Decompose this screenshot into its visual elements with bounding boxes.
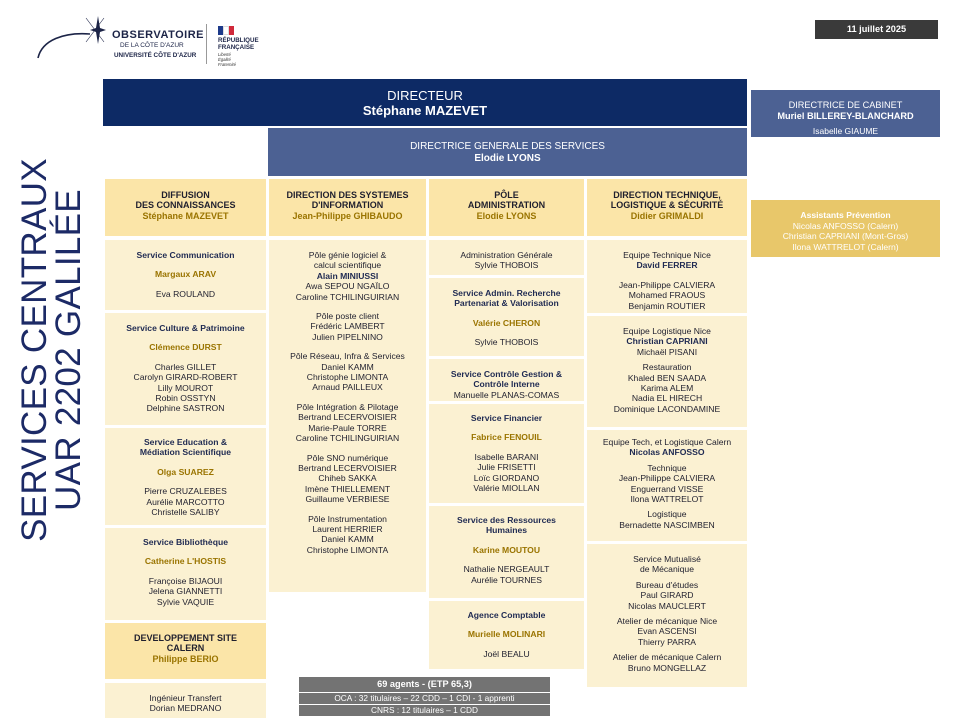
member: Karima ALEM (640, 383, 694, 394)
vertical-title (15, 140, 88, 560)
service-title-2: Humaines (485, 525, 528, 536)
dtls-head: Didier GRIMALDI (630, 210, 704, 221)
service-title: Service Mutualisé (633, 554, 701, 564)
member: Sylvie THOBOIS (474, 337, 539, 348)
service-head: Murielle MOLINARI (467, 629, 546, 640)
service-title: Administration Générale (460, 250, 553, 260)
member: Carolyn GIRARD-ROBERT (133, 372, 238, 383)
member: Sylvie VAQUIE (156, 596, 215, 607)
member: Christophe LIMONTA (306, 372, 389, 383)
calern-dev-title-1: DEVELOPPEMENT SITE (133, 633, 238, 643)
member: Eva ROULAND (155, 288, 216, 299)
directeur-name: Stéphane MAZEVET (362, 103, 488, 118)
member: Julie FRISETTI (477, 462, 536, 473)
pole-title: Pôle Réseau, Infra & Services (290, 351, 405, 362)
member: Aurélie MARCOTTO (146, 496, 225, 507)
diffusion-head: Stéphane MAZEVET (142, 210, 229, 221)
service-title: Agence Comptable (467, 610, 546, 620)
service-culture (105, 313, 266, 425)
member: Nicolas MAUCLERT (628, 600, 706, 611)
cabinet-box (751, 90, 940, 137)
pole-title: Pôle Intégration & Pilotage (296, 401, 399, 412)
member: Christelle SALIBY (151, 507, 220, 518)
prevention-box (751, 200, 940, 257)
equipe-technique-nice (587, 240, 747, 313)
member: Marie-Paule TORRE (308, 422, 387, 433)
cabinet-role: DIRECTRICE DE CABINET (788, 100, 903, 110)
service-title: Service Admin. Recherche (452, 288, 561, 298)
cabinet-name: Muriel BILLEREY-BLANCHARD (777, 110, 914, 121)
marianne-flag-icon (218, 26, 234, 35)
service-head: Olga SUAREZ (157, 466, 214, 477)
member: Michaël PISANI (636, 346, 698, 357)
technique-title: Technique (647, 462, 687, 473)
member: Paul GIRARD (640, 590, 694, 601)
dgs-role: DIRECTRICE GENERALE DES SERVICES (410, 141, 605, 152)
service-rh (429, 506, 584, 598)
service-title: Service Education & (143, 437, 228, 447)
agence-comptable (429, 601, 584, 669)
member: Guillaume VERBIESE (305, 494, 390, 505)
member: Delphine SASTRON (146, 403, 225, 414)
prevention-member: Christian CAPRIANI (Mont-Gros) (782, 231, 909, 242)
republique-line1: RÉPUBLIQUE (218, 37, 259, 44)
service-title: Equipe Logistique Nice (623, 326, 711, 336)
service-head: Catherine L'HOSTIS (144, 556, 227, 567)
star-arc-icon (34, 14, 106, 62)
service-head: David FERRER (636, 260, 698, 271)
equipe-calern (587, 430, 747, 541)
member: Pierre CRUZALEBES (144, 486, 227, 497)
member: Benjamin ROUTIER (628, 300, 706, 311)
org-name: OBSERVATOIRE (112, 29, 204, 41)
member: Sylvie THOBOIS (474, 260, 539, 271)
service-head: Margaux ARAV (154, 269, 217, 280)
ingenieur-transfert (105, 683, 266, 718)
member: Evan ASCENSI (637, 626, 697, 637)
dtls-title-1: DIRECTION TECHNIQUE, (613, 190, 721, 200)
dgs-name: Elodie LYONS (474, 152, 541, 164)
member: Aurélie TOURNES (471, 574, 542, 585)
member: Charles GILLET (154, 361, 217, 372)
motto-3: Fraternité (218, 62, 236, 67)
divider (206, 24, 207, 64)
member: Caroline TCHILINGUIRIAN (295, 433, 400, 444)
service-title-2: de Mécanique (640, 564, 694, 575)
cabinet-assistant: Isabelle GIAUME (812, 126, 879, 136)
member: Nathalie NERGEAULT (463, 564, 550, 575)
service-recherche (429, 278, 584, 356)
dsi-head: Jean-Philippe GHIBAUDO (292, 210, 403, 221)
cnrs-stats: CNRS : 12 titulaires – 1 CDD (299, 705, 550, 716)
member: Joël BEALU (483, 648, 530, 659)
vertical-title-line1: SERVICES CENTRAUX (15, 158, 54, 542)
bureau-title: Bureau d'études (635, 579, 699, 590)
member: Frédéric LAMBERT (310, 321, 385, 332)
member: Françoise BIJAOUI (148, 575, 223, 586)
service-controle (429, 359, 584, 401)
pole-title: Pôle poste client (315, 311, 380, 322)
republique-logo (218, 26, 278, 66)
member: Jean-Philippe CALVIERA (618, 473, 716, 484)
service-title: Service Contrôle Gestion & (450, 369, 563, 379)
dsi-header (269, 179, 426, 236)
logistique-title: Logistique (647, 509, 687, 520)
motto-1: Liberté (218, 52, 231, 57)
member: Julien PIPELNINO (312, 331, 383, 342)
service-title-2: Médiation Scientifique (139, 447, 232, 458)
prevention-member: Ilona WATTRELOT (Calern) (792, 241, 899, 252)
service-title: Service Financier (470, 413, 543, 423)
member: Loïc GIORDANO (473, 472, 540, 483)
pole-title: Pôle Instrumentation (308, 513, 387, 524)
member: Bertrand LECERVOISIER (298, 462, 397, 473)
member: Enguerrand VISSE (630, 483, 704, 494)
member: Jean-Philippe CALVIERA (618, 279, 716, 290)
admin-header (429, 179, 584, 236)
member: Ilona WATTRELOT (630, 494, 704, 505)
member: Dominique LACONDAMINE (613, 403, 721, 414)
member: Jelena GIANNETTI (148, 586, 223, 597)
service-financier (429, 404, 584, 503)
admin-title-1: PÔLE (494, 190, 519, 200)
restauration-title: Restauration (642, 362, 692, 373)
service-title: Service des Ressources (457, 515, 556, 525)
member: Caroline TCHILINGUIRIAN (295, 291, 400, 302)
member: Laurent HERRIER (312, 523, 383, 534)
date-badge: 11 juillet 2025 (815, 20, 938, 39)
member: Thierry PARRA (637, 636, 697, 647)
service-title: Service Bibliothèque (142, 537, 228, 547)
service-mutualise-mecanique (587, 544, 747, 687)
vertical-title-line2: UAR 2202 GALILÉE (49, 189, 88, 511)
dsi-poles (269, 240, 426, 592)
service-title-2: Partenariat & Valorisation (454, 298, 559, 309)
republique-line2: FRANÇAISE (218, 44, 255, 51)
dsi-title-1: DIRECTION DES SYSTEMES (286, 190, 409, 200)
member: Arnaud PAILLEUX (312, 382, 383, 393)
service-head: Fabrice FENOUIL (471, 432, 542, 443)
pole-head: Alain MINIUSSI (316, 270, 379, 281)
atelier-calern-title: Atelier de mécanique Calern (612, 652, 722, 663)
service-title: Equipe Tech, et Logistique Calern (602, 437, 732, 447)
calern-dev-head: Philippe BERIO (152, 653, 219, 664)
member: Imène THIELLEMENT (304, 483, 391, 494)
calern-dev-box (105, 623, 266, 679)
admin-title-2: ADMINISTRATION (467, 200, 546, 211)
member: Isabelle BARANI (474, 451, 539, 462)
org-subtitle: DE LA CÔTE D'AZUR (120, 42, 184, 49)
member: Valérie MIOLLAN (473, 483, 540, 494)
service-title: Ingénieur Transfert (149, 693, 222, 703)
pole-title-2: calcul scientifique (313, 260, 382, 271)
service-head: Clémence DURST (149, 342, 222, 353)
diffusion-header (105, 179, 266, 236)
oca-logo (34, 14, 204, 64)
diffusion-title-1: DIFFUSION (161, 190, 210, 200)
oca-stats: OCA : 32 titulaires – 22 CDD – 1 CDI - 1 apprenti (299, 693, 550, 704)
member: Awa SEPOU NGAÏLO (305, 281, 390, 292)
dtls-title-2: LOGISTIQUE & SÉCURITÉ (610, 200, 724, 211)
service-title: Service Culture & Patrimoine (126, 323, 245, 333)
agents-count: 69 agents - (ETP 65,3) (299, 677, 550, 692)
member: Dorian MEDRANO (149, 703, 222, 714)
service-title: Equipe Technique Nice (623, 250, 711, 260)
member: Mohamed FRAOUS (628, 290, 706, 301)
dgs-box (268, 128, 747, 176)
dtls-header (587, 179, 747, 236)
admin-generale (429, 240, 584, 275)
service-head: Christian CAPRIANI (626, 336, 708, 347)
service-title-2: Contrôle Interne (473, 379, 540, 390)
member: Nadia EL HIRECH (631, 393, 703, 404)
equipe-logistique-nice (587, 316, 747, 427)
member: Christophe LIMONTA (306, 544, 389, 555)
atelier-nice-title: Atelier de mécanique Nice (616, 616, 718, 627)
service-head: Karine MOUTOU (472, 544, 541, 555)
service-head: Valérie CHERON (472, 317, 541, 328)
service-head: Nicolas ANFOSSO (629, 447, 705, 458)
admin-head: Elodie LYONS (476, 210, 537, 221)
calern-dev-title-2: CALERN (166, 643, 205, 654)
diffusion-title-2: DES CONNAISSANCES (135, 200, 236, 211)
prevention-member: Nicolas ANFOSSO (Calern) (792, 220, 899, 231)
motto-2: Égalité (218, 57, 231, 62)
member: Lilly MOUROT (157, 382, 214, 393)
service-bibliotheque (105, 528, 266, 620)
pole-title: Pôle SNO numérique (306, 452, 389, 463)
service-title: Service Communication (136, 250, 235, 260)
pole-title: Pôle génie logiciel & (308, 250, 387, 260)
member: Robin OSSTYN (155, 393, 216, 404)
member: Bertrand LECERVOISIER (298, 412, 397, 423)
prevention-title: Assistants Prévention (800, 210, 891, 220)
university-name: UNIVERSITÉ CÔTE D'AZUR (114, 52, 197, 59)
member: Daniel KAMM (321, 534, 374, 545)
directeur-role: DIRECTEUR (387, 88, 463, 103)
dsi-title-2: D'INFORMATION (311, 200, 384, 211)
member: Daniel KAMM (321, 361, 374, 372)
member: Bernadette NASCIMBEN (619, 519, 715, 530)
service-communication (105, 240, 266, 310)
member: Khaled BEN SAADA (627, 372, 707, 383)
member: Bruno MONGELLAZ (627, 662, 707, 673)
directeur-box (103, 79, 747, 126)
member: Manuelle PLANAS-COMAS (453, 389, 560, 400)
service-education (105, 428, 266, 525)
member: Chiheb SAKKA (318, 473, 377, 484)
